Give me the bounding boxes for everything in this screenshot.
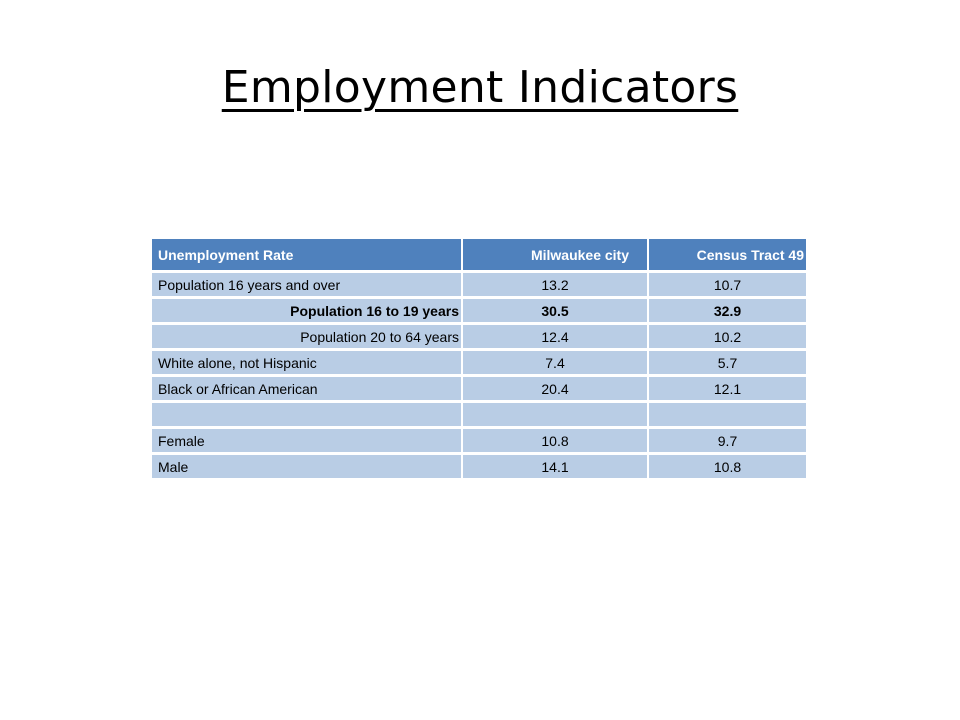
milwaukee-value: 14.1 [463, 455, 649, 481]
census-tract-value: 9.7 [649, 429, 806, 455]
table-row [152, 325, 806, 351]
milwaukee-value: 20.4 [463, 377, 649, 403]
table-row-empty [152, 403, 806, 429]
table-row [152, 455, 806, 481]
census-tract-value: 32.9 [649, 299, 806, 325]
row-label [152, 403, 463, 429]
row-label: Population 20 to 64 years [152, 325, 463, 351]
row-label: White alone, not Hispanic [152, 351, 463, 377]
header-census-tract: Census Tract 49 [649, 239, 806, 273]
milwaukee-value [463, 403, 649, 429]
slide-title: Employment Indicators [221, 62, 739, 113]
row-label: Black or African American [152, 377, 463, 403]
table-header-row [152, 239, 806, 273]
census-tract-value: 10.8 [649, 455, 806, 481]
table-row [152, 377, 806, 403]
unemployment-table [152, 239, 806, 481]
census-tract-value: 12.1 [649, 377, 806, 403]
milwaukee-value: 7.4 [463, 351, 649, 377]
census-tract-value: 5.7 [649, 351, 806, 377]
header-milwaukee-city: Milwaukee city [463, 239, 649, 273]
table-row [152, 273, 806, 299]
row-label: Female [152, 429, 463, 455]
row-label: Male [152, 455, 463, 481]
milwaukee-value: 30.5 [463, 299, 649, 325]
header-unemployment-rate: Unemployment Rate [152, 239, 463, 273]
row-label: Population 16 to 19 years [152, 299, 463, 325]
milwaukee-value: 10.8 [463, 429, 649, 455]
row-label: Population 16 years and over [152, 273, 463, 299]
milwaukee-value: 12.4 [463, 325, 649, 351]
milwaukee-value: 13.2 [463, 273, 649, 299]
table-row [152, 351, 806, 377]
table-row [152, 299, 806, 325]
census-tract-value: 10.2 [649, 325, 806, 351]
census-tract-value: 10.7 [649, 273, 806, 299]
table-row [152, 429, 806, 455]
census-tract-value [649, 403, 806, 429]
